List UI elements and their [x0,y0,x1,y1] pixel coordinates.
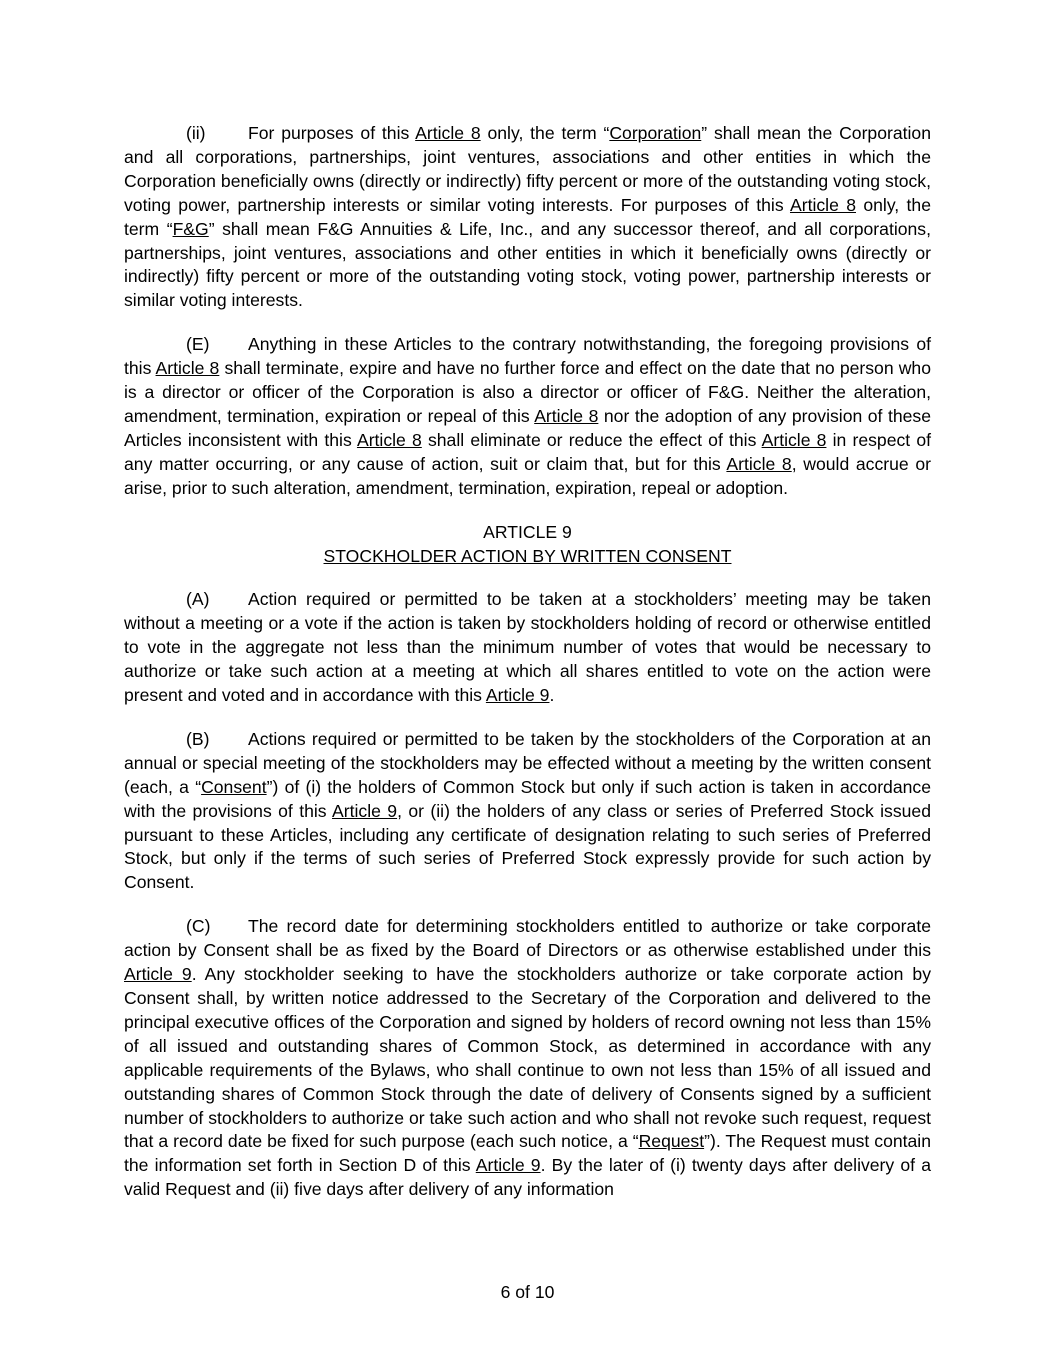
paragraph-text: ” shall mean F&G Annuities & Life, Inc., and any successor thereof, and all corporations, partnerships, joint ventures, associations and other entities in which it beneficially owns (directly or indirectly) fifty percent or more of the outstanding voting stock, voting power, partnership interests or similar voting interests. [124,218,931,311]
article-8-reference: Article 8 [534,405,599,426]
paragraph-b [124,728,931,895]
paragraph-a [124,588,931,708]
paragraph-number: (ii) [186,123,206,143]
paragraph-number: (B) [186,728,210,749]
article-9-reference: Article 9 [475,1155,541,1176]
paragraph-text: ”) of (i) the holders of Common Stock but only if such action is taken in accordance with the provisions of this [124,776,931,821]
paragraph-number: (A) [186,589,210,610]
paragraph-text: . Any stockholder seeking to have the stockholders authorize or take corporate action by Consent shall, by written notice addressed to the Secretary of the Corporation and delivered to the principal executive offices of the Corporation and signed by holders of record owning not less than 15% of all issued and outstanding shares of Common Stock, as determined in accordance with any applicable requirements of the Bylaws, who shall continue to own not less than 15% of all issued and outstanding shares of Common Stock through the date of delivery of Consents signed by a sufficient number of stockholders to authorize or take such action and who shall not revoke such request, request that a record date be fixed for such purpose (each such notice, a “ [124,964,931,1152]
article-9-heading [124,521,931,569]
paragraph-text: The record date for determining stockholders entitled to authorize or take corporate action by Consent shall be as fixed by the Board of Directors or as otherwise established under this [124,916,931,961]
defined-term-fg: F&G [172,218,209,239]
article-9-reference: Article 9 [485,685,550,706]
defined-term-corporation: Corporation [609,123,702,143]
paragraph-number: (C) [186,916,211,937]
paragraph-text: Actions required or permitted to be taken by the stockholders of the Corporation at an annual or special meeting of the stockholders may be effected without a meeting by the written consent (each, a “ [124,728,931,797]
article-9-reference: Article 9 [332,800,398,821]
document-page [124,122,931,1222]
paragraph-ii [124,122,931,313]
paragraph-text: ”). The Request must contain the information set forth in Section D of this [124,1131,932,1176]
page-number: 6 of 10 [500,1282,555,1302]
paragraph-text: in respect of any matter occurring, or any cause of action, suit or claim that, but for this [124,429,931,474]
paragraph-c [124,915,931,1202]
paragraph-text: , or (ii) the holders of any class or series of Preferred Stock issued pursuant to these Articles, including any certificate of designation relating to such series of Preferred Stock, but only if the terms of such series of Preferred Stock expressly provide for such action by Consent. [124,800,931,893]
paragraph-text: only, the term “ [480,123,610,143]
paragraph-text: shall terminate, expire and have no further force and effect on the date that no person who is a director or officer of the Corporation is also a director or officer of F&G. Neither the alteration, amendment, termination, expiration or repeal of this [124,358,932,426]
defined-term-consent: Consent [201,776,267,797]
article-number: ARTICLE 9 [483,521,572,542]
page-number-footer [0,1281,1055,1303]
article-8-reference: Article 8 [155,358,220,379]
article-8-reference: Article 8 [356,429,422,450]
article-9-reference: Article 9 [124,964,192,985]
paragraph-text: nor the adoption of any provision of these Articles inconsistent with this [124,405,931,450]
paragraph-text: , would accrue or arise, prior to such alteration, amendment, termination, expiration, repeal or adoption. [124,453,931,498]
paragraph-number: (E) [186,334,210,355]
paragraph-text: shall eliminate or reduce the effect of this [421,429,762,450]
defined-term-request: Request [638,1131,705,1152]
paragraph-text: Action required or permitted to be taken at a stockholders’ meeting may be taken without a meeting or a vote if the action is taken by stockholders holding of record or otherwise entitled to vote in the aggregate not less than the minimum number of votes that would be necessary to authorize or take such action at a meeting at which all shares entitled to vote on the action were present and voted and in accordance with this [124,589,931,706]
paragraph-e [124,333,931,500]
paragraph-text: ” shall mean the Corporation and all corporations, partnerships, joint ventures, associations and other entities in which the Corporation beneficially owns (directly or indirectly) fifty percent or more of the outstanding voting stock, voting power, partnership interests or similar voting interests. For purposes of this [124,123,932,215]
paragraph-text: Anything in these Articles to the contrary notwithstanding, the foregoing provisions of this [124,334,931,379]
article-8-reference: Article 8 [726,453,792,474]
article-8-reference: Article 8 [761,429,827,450]
article-title: STOCKHOLDER ACTION BY WRITTEN CONSENT [323,545,732,566]
article-8-reference: Article 8 [415,123,481,143]
paragraph-text: . By the later of (i) twenty days after delivery of a valid Request and (ii) five days after delivery of any information [124,1155,931,1200]
paragraph-text: For purposes of this [248,123,416,143]
paragraph-text: only, the term “ [124,194,931,239]
paragraph-text: . [549,685,555,706]
article-8-reference: Article 8 [789,194,856,215]
